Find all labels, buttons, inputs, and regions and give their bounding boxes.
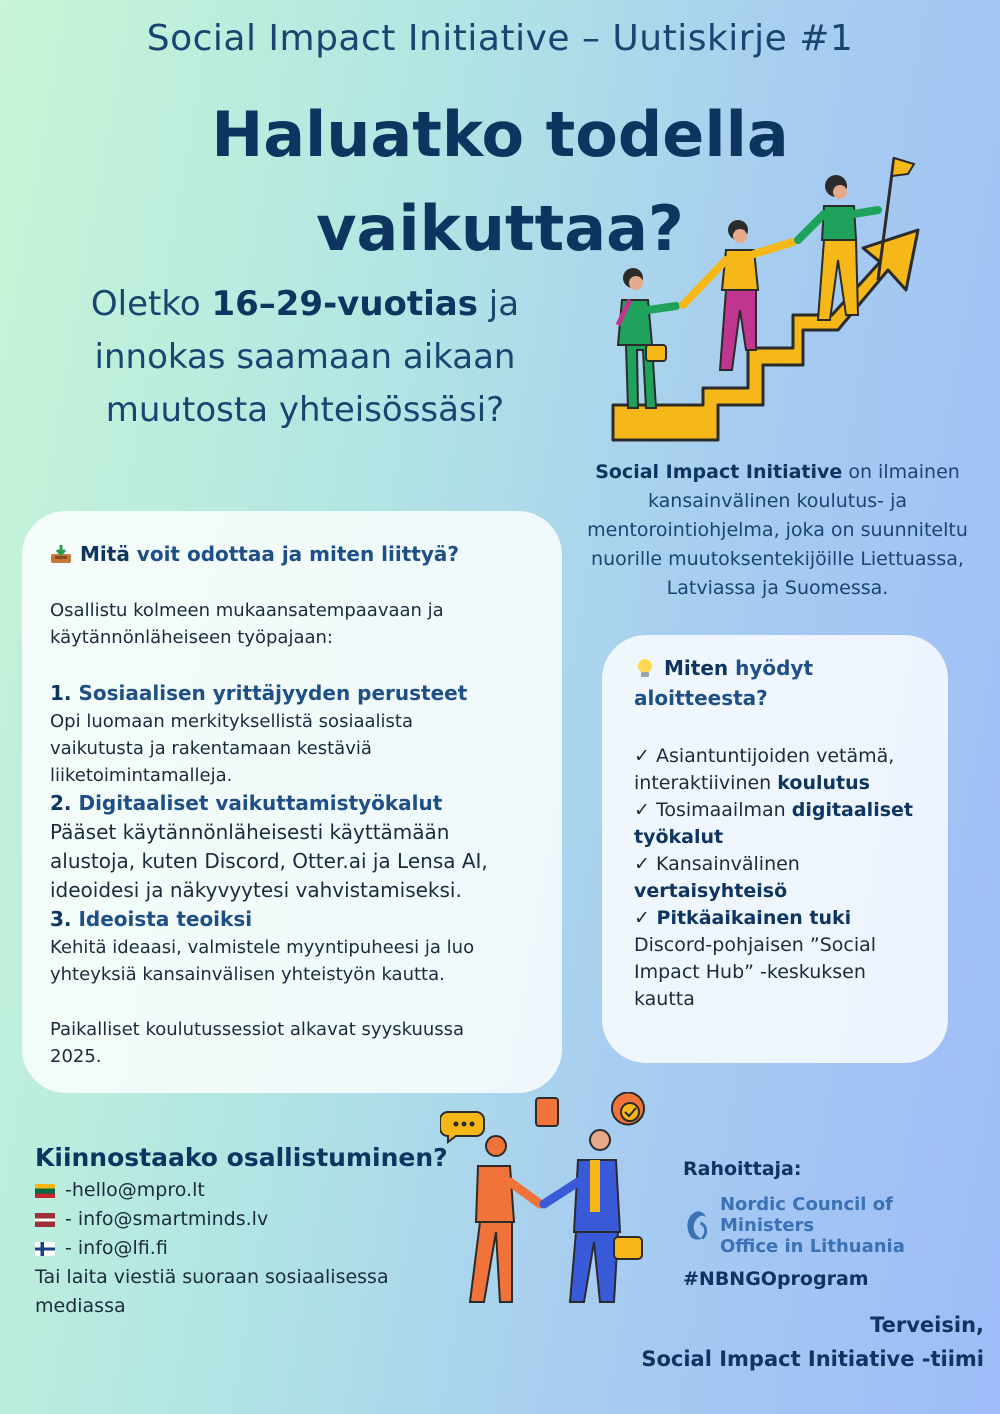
benefits-heading-rest: hyödyt aloitteesta? — [634, 656, 814, 710]
contact-row-finland — [35, 1234, 455, 1263]
what-to-expect-card — [22, 511, 562, 1093]
inbox-tray-icon — [50, 544, 72, 564]
benefit-item-community-bold: vertaisyhteisö — [634, 880, 788, 902]
intro-question — [40, 278, 570, 437]
workshop-2-text: Pääset käytännönläheisesti käyttämään alustoja, kuten Discord, Otter.ai ja Lensa AI, ideoidesi ja näkyvyytesi vahvistamiseksi. — [50, 820, 488, 902]
program-name: Social Impact Initiative — [595, 461, 843, 483]
nordic-council-logo — [683, 1194, 983, 1257]
workshop-3-title — [50, 905, 534, 934]
workshop-2 — [50, 789, 534, 905]
training-start-note: Paikalliset koulutussessiot alkavat syyskuussa 2025. — [50, 1019, 465, 1067]
check-icon: ✓ — [634, 745, 650, 767]
handshake-illustration — [440, 1092, 670, 1312]
headline-line-2: vaikuttaa? — [316, 192, 684, 265]
workshop-1-text: Opi luomaan merkityksellistä sosiaalista vaikutusta ja rakentamaan kestäviä liiketoimintamalleja. — [50, 711, 413, 786]
check-icon: ✓ — [634, 799, 650, 821]
contact-row-lithuania — [35, 1176, 455, 1205]
contact-email-finland[interactable]: - info@lfi.fi — [65, 1237, 168, 1259]
workshop-1-number: 1. — [50, 681, 72, 705]
headline-line-1: Haluatko todella — [211, 98, 789, 171]
workshop-1 — [50, 679, 534, 789]
workshop-3 — [50, 905, 534, 988]
workshop-1-title-text: Sosiaalisen yrittäjyyden perusteet — [71, 681, 468, 705]
benefit-item-training — [634, 743, 916, 797]
benefits-card — [602, 635, 948, 1063]
intro-age-range: 16–29-vuotias — [211, 284, 478, 324]
benefit-item-community — [634, 851, 916, 905]
contact-social-note: Tai laita viestiä suoraan sosiaalisessa mediassa — [35, 1266, 389, 1317]
benefit-item-training-bold: koulutus — [777, 772, 870, 794]
expect-heading-first: Mitä — [80, 542, 130, 566]
workshop-2-title — [50, 789, 534, 818]
benefit-item-support-bold: Pitkäaikainen tuki — [649, 907, 852, 929]
check-icon: ✓ — [634, 907, 650, 929]
program-hashtag: #NBNGOprogram — [683, 1268, 869, 1290]
signoff-greeting: Terveisin, — [870, 1313, 984, 1337]
climbing-team-illustration — [588, 150, 928, 450]
benefit-item-tools-bold: digitaaliset työkalut — [634, 799, 913, 848]
contact-section — [35, 1140, 455, 1321]
benefit-item-training-text: Asiantuntijoiden vetämä, interaktiivinen — [634, 745, 895, 794]
contact-row-latvia — [35, 1205, 455, 1234]
nordic-council-line-2: Office in Lithuania — [719, 1236, 905, 1257]
intro-prefix: Oletko — [90, 284, 212, 324]
contact-email-latvia[interactable]: - info@smartminds.lv — [65, 1208, 269, 1230]
benefit-item-support — [634, 905, 916, 932]
funder-section — [683, 1154, 983, 1293]
check-icon: ✓ — [634, 853, 650, 875]
expect-heading-rest: voit odottaa ja miten liittyä? — [129, 542, 459, 566]
contact-email-lithuania[interactable]: -hello@mpro.lt — [65, 1179, 205, 1201]
contact-heading: Kiinnostaako osallistuminen? — [35, 1143, 448, 1172]
nordic-council-line-1: Nordic Council of Ministers — [719, 1194, 893, 1236]
lithuania-flag-icon — [35, 1184, 55, 1198]
workshop-1-title — [50, 679, 534, 708]
benefit-item-tools-text: Tosimaailman — [649, 799, 792, 821]
intro-suffix: ja innokas saamaan aikaan muutosta yhteisössäsi? — [94, 284, 520, 430]
benefits-heading — [634, 653, 916, 713]
workshop-3-number: 3. — [50, 907, 72, 931]
workshop-3-title-text: Ideoista teoiksi — [71, 907, 253, 931]
workshop-2-number: 2. — [50, 791, 72, 815]
signoff-team: Social Impact Initiative -tiimi — [641, 1347, 984, 1371]
signoff — [564, 1308, 984, 1376]
workshop-3-text: Kehitä ideaasi, valmistele myyntipuheesi ja luo yhteyksiä kansainvälisen yhteistyön kautta. — [50, 937, 475, 985]
nordic-swan-logo-icon — [683, 1209, 710, 1243]
expect-intro: Osallistu kolmeen mukaansatempaavaan ja käytännönläheiseen työpajaan: — [50, 600, 444, 648]
program-description — [585, 458, 970, 603]
nordic-council-name — [720, 1194, 983, 1257]
latvia-flag-icon — [35, 1213, 55, 1227]
expect-heading — [50, 539, 534, 569]
benefit-item-community-text: Kansainvälinen — [649, 853, 800, 875]
program-description-text: on ilmainen kansainvälinen koulutus- ja mentorointiohjelma, joka on suunniteltu nuorille muutoksentekijöille Liettuassa, Latviassa ja Suomessa. — [587, 461, 968, 599]
benefits-heading-first: Miten — [664, 656, 729, 680]
finland-flag-icon — [35, 1242, 55, 1256]
newsletter-title: Social Impact Initiative – Uutiskirje #1 — [146, 18, 854, 59]
workshop-2-title-text: Digitaaliset vaikuttamistyökalut — [71, 791, 443, 815]
benefit-item-tools — [634, 797, 916, 851]
light-bulb-icon — [634, 658, 656, 678]
funder-label: Rahoittaja: — [683, 1158, 802, 1180]
benefit-item-support-text: Discord-pohjaisen ”Social Impact Hub” -keskuksen kautta — [634, 934, 877, 1010]
